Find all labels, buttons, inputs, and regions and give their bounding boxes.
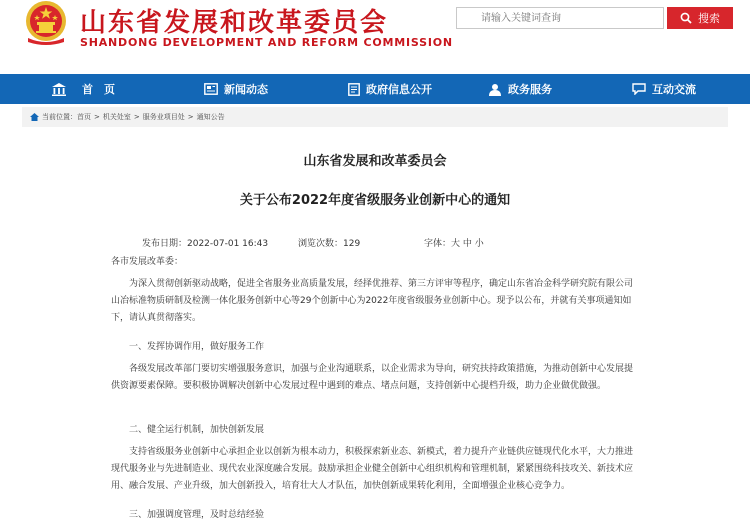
home-icon [30, 113, 39, 121]
site-title: 山东省发展和改革委员会 [80, 8, 389, 38]
font-size-control[interactable]: 字体：大 中 小 [424, 239, 484, 249]
salutation: 各市发展改革委： [111, 257, 184, 267]
section-heading: 二、健全运行机制，加快创新发展 [129, 425, 265, 435]
search-button-label: 搜索 [698, 12, 720, 25]
site-subtitle: SHANDONG DEVELOPMENT AND REFORM COMMISSION [80, 36, 453, 49]
nav-item-label: 政府信息公开 [366, 83, 432, 96]
service-icon [488, 83, 502, 96]
nav-item-gov-info[interactable] [348, 74, 432, 104]
section-heading: 三、加强调度管理，及时总结经验 [129, 510, 265, 520]
nav-item-label: 首 页 [82, 83, 115, 96]
search-input[interactable] [456, 7, 664, 29]
site-header [0, 0, 750, 74]
temple-icon [52, 83, 66, 96]
newspaper-icon [204, 83, 218, 95]
nav-item-interaction[interactable] [632, 74, 696, 104]
national-emblem-icon [22, 0, 70, 48]
search-icon [680, 12, 692, 24]
nav-item-label: 政务服务 [508, 83, 552, 96]
view-count: 浏览次数：129 [298, 239, 361, 249]
breadcrumb [22, 107, 728, 127]
nav-item-label: 新闻动态 [224, 83, 268, 96]
section-heading: 一、发挥协调作用，做好服务工作 [129, 342, 265, 352]
breadcrumb-link[interactable]: 通知公告 [196, 113, 225, 121]
breadcrumb-link[interactable]: 服务业项目处 [142, 113, 185, 121]
publish-date: 发布日期：2022-07-01 16:43 [142, 239, 269, 249]
nav-item-news[interactable] [204, 74, 268, 104]
nav-item-home[interactable] [52, 74, 115, 104]
body-paragraph: 各级发展改革部门要切实增强服务意识，加强与企业沟通联系，以企业需求为导向，研究扶持政策措施，为推动创新中心发展提供资源要素保障。要积极协调解决创新中心发展过程中遇到的难点、堵点问题，支持创新中心提档升级，助力企业做优做强。 [111, 364, 634, 391]
breadcrumb-link[interactable]: 首页 [77, 113, 91, 121]
nav-item-label: 互动交流 [652, 83, 696, 96]
nav-item-services[interactable] [488, 74, 552, 104]
intro-paragraph: 为深入贯彻创新驱动战略，促进全省服务业高质量发展，经择优推荐、第三方评审等程序，确定山东省冶金科学研究院有限公司山冶标准物质研制及检测一体化服务创新中心等29个创新中心为2022年度省级服务业创新中心。现予以公布，并就有关事项通知如下，请认真贯彻落实。 [111, 279, 634, 323]
article-org: 山东省发展和改革委员会 [303, 154, 447, 169]
search-button[interactable] [667, 7, 733, 29]
body-paragraph: 支持省级服务业创新中心承担企业以创新为根本动力，积极探索新业态、新模式，着力提升产业链供应链现代化水平，大力推进现代服务业与先进制造业、现代农业深度融合发展。鼓励承担企业健全创新中心组织机构和管理机制，紧紧围绕科技攻关、新技术应用、融合发展、产业升级，加大创新投入，培育壮大人才队伍，加快创新成果转化利用，全面增强企业核心竞争力。 [111, 447, 634, 491]
breadcrumb-link[interactable]: 机关处室 [102, 113, 131, 121]
breadcrumb-separator: > [133, 113, 140, 121]
main-nav [0, 74, 750, 104]
document-icon [348, 83, 360, 96]
chat-icon [632, 83, 646, 95]
article-title: 关于公布2022年度省级服务业创新中心的通知 [239, 193, 511, 208]
breadcrumb-prefix: 当前位置： [42, 113, 77, 121]
breadcrumb-separator: > [187, 113, 194, 121]
breadcrumb-separator: > [94, 113, 100, 121]
